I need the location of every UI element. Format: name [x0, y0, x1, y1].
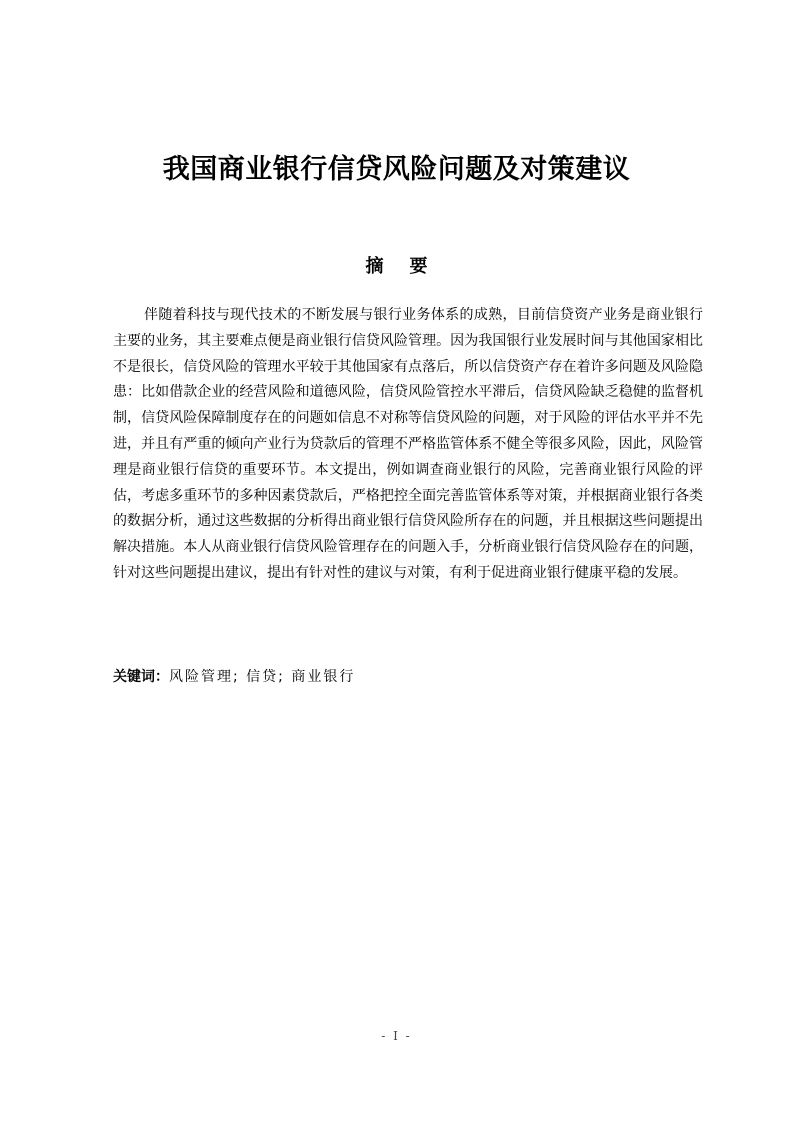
keywords-line: [113, 666, 703, 688]
page-number: - I -: [381, 1029, 412, 1043]
keywords-label: 关键词：: [113, 669, 169, 685]
abstract-body: 伴随着科技与现代技术的不断发展与银行业务体系的成熟，目前信贷资产业务是商业银行主要的业务，其主要难点便是商业银行信贷风险管理。因为我国银行业发展时间与其他国家相比不是很长，信贷风险的管理水平较于其他国家有点落后，所以信贷资产存在着许多问题及风险隐患：比如借款企业的经营风险和道德风险，信贷风险管控水平滞后，信贷风险缺乏稳健的监督机制，信贷风险保障制度存在的问题如信息不对称等信贷风险的问题，对于风险的评估水平并不先进，并且有严重的倾向产业行为贷款后的管理不严格监管体系不健全等很多风险，因此，风险管理是商业银行信贷的重要环节。本文提出，例如调查商业银行的风险，完善商业银行风险的评估，考虑多重环节的多种因素贷款后，严格把控全面完善监管体系等对策，并根据商业银行各类的数据分析，通过这些数据的分析得出商业银行信贷风险所存在的问题，并且根据这些问题提出解决措施。本人从商业银行信贷风险管理存在的问题入手，分析商业银行信贷风险存在的问题，针对这些问题提出建议，提出有针对性的建议与对策，有利于促进商业银行健康平稳的发展。: [113, 307, 703, 581]
document-title: 我国商业银行信贷风险问题及对策建议: [162, 154, 631, 185]
abstract-heading: 摘要: [365, 256, 454, 277]
keywords-value: 风险管理; 信贷; 商业银行: [169, 669, 356, 685]
